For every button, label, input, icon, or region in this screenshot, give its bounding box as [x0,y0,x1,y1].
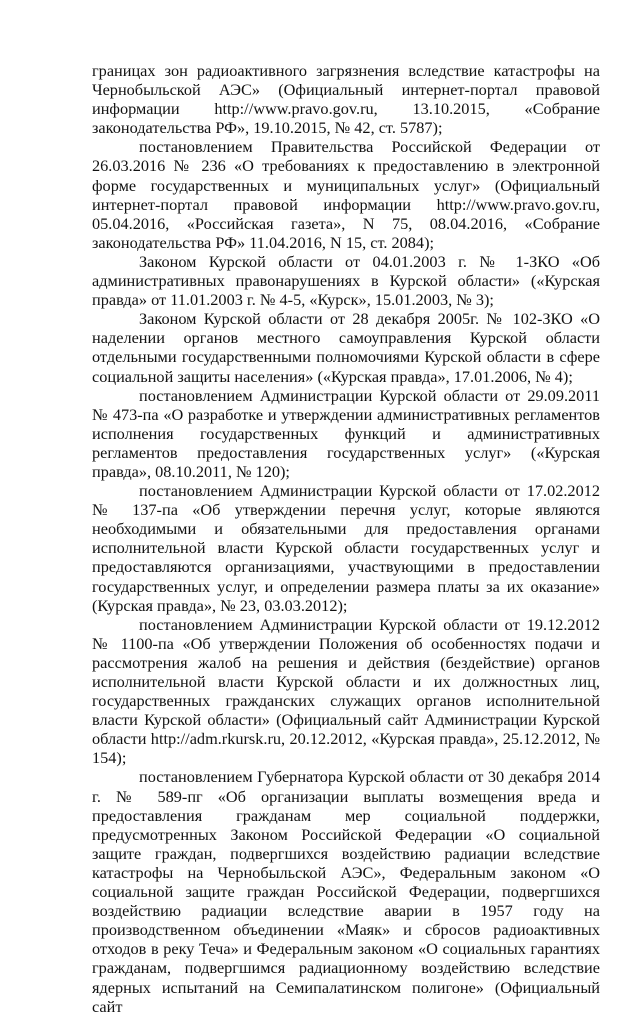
paragraph-government-decree-236: постановлением Правительства Российской Федерации от 26.03.2016 № 236 «О требованиях к предоставлению в электронной форме государственных и муниципальных услуг» (Официальный интернет-портал правовой информации http://www.pravo.gov.ru, 05.04.2016, «Российская газета», N 75, 08.04.2016, «Собрание законодательства РФ» 11.04.2016, N 15, ст. 2084); [92,137,600,252]
paragraph-governor-decree-589-pg: постановлением Губернатора Курской области от 30 декабря 2014 г. № 589-пг «Об организации выплаты возмещения вреда и предоставления гражданам мер социальной поддержки, предусмотренных Законом Российской Федерации «О социальной защите граждан, подвергшихся воздействию радиации вследствие катастрофы на Чернобыльской АЭС», Федеральным законом «О социальной защите граждан Российской Федерации, подвергшихся воздействию радиации вследствие аварии в 1957 году на производственном объединении «Маяк» и сбросов радиоактивных отходов в реку Теча» и Федеральным законом «О социальных гарантиях гражданам, подвергшимся радиационному воздействию вследствие ядерных испытаний на Семипалатинском полигоне» (Официальный сайт [92,767,600,1016]
paragraph-decree-137-pa: постановлением Администрации Курской области от 17.02.2012 № 137-па «Об утверждении перечня услуг, которые являются необходимыми и обязательными для предоставления органами исполнительной власти Курской области государственных услуг и предоставляются организациями, участвующими в предоставлении государственных услуг, и определении размера платы за их оказание» (Курская правда», № 23, 03.03.2012); [92,481,600,615]
document-body [92,61,600,1016]
paragraph-continuation: границах зон радиоактивного загрязнения вследствие катастрофы на Чернобыльской АЭС» (Официальный интернет-портал правовой информации http://www.pravo.gov.ru, 13.10.2015, «Собрание законодательства РФ», 19.10.2015, № 42, ст. 5787); [92,61,600,138]
paragraph-decree-473-pa: постановлением Администрации Курской области от 29.09.2011 № 473-па «О разработке и утверждении административных регламентов исполнения государственных функций и административных регламентов предоставления государственных услуг» («Курская правда», 08.10.2011, № 120); [92,385,600,481]
paragraph-law-102-zko: Законом Курской области от 28 декабря 2005г. № 102-ЗКО «О наделении органов местного самоуправления Курской области отдельными государственными полномочиями Курской области в сфере социальной защиты населения» («Курская правда», 17.01.2006, № 4); [92,309,600,386]
paragraph-law-1-zko: Законом Курской области от 04.01.2003 г. № 1-ЗКО «Об административных правонарушениях в Курской области» («Курская правда» от 11.01.2003 г. № 4-5, «Курск», 15.01.2003, № 3); [92,251,600,310]
paragraph-decree-1100-pa: постановлением Администрации Курской области от 19.12.2012 № 1100-па «Об утверждении Положения об особенностях подачи и рассмотрения жалоб на решения и действия (бездействие) органов исполнительной власти Курской области и их должностных лиц, государственных гражданских служащих органов исполнительной власти Курской области» (Официальный сайт Администрации Курской области http://adm.rkursk.ru, 20.12.2012, «Курская правда», 25.12.2012, № 154); [92,614,600,768]
